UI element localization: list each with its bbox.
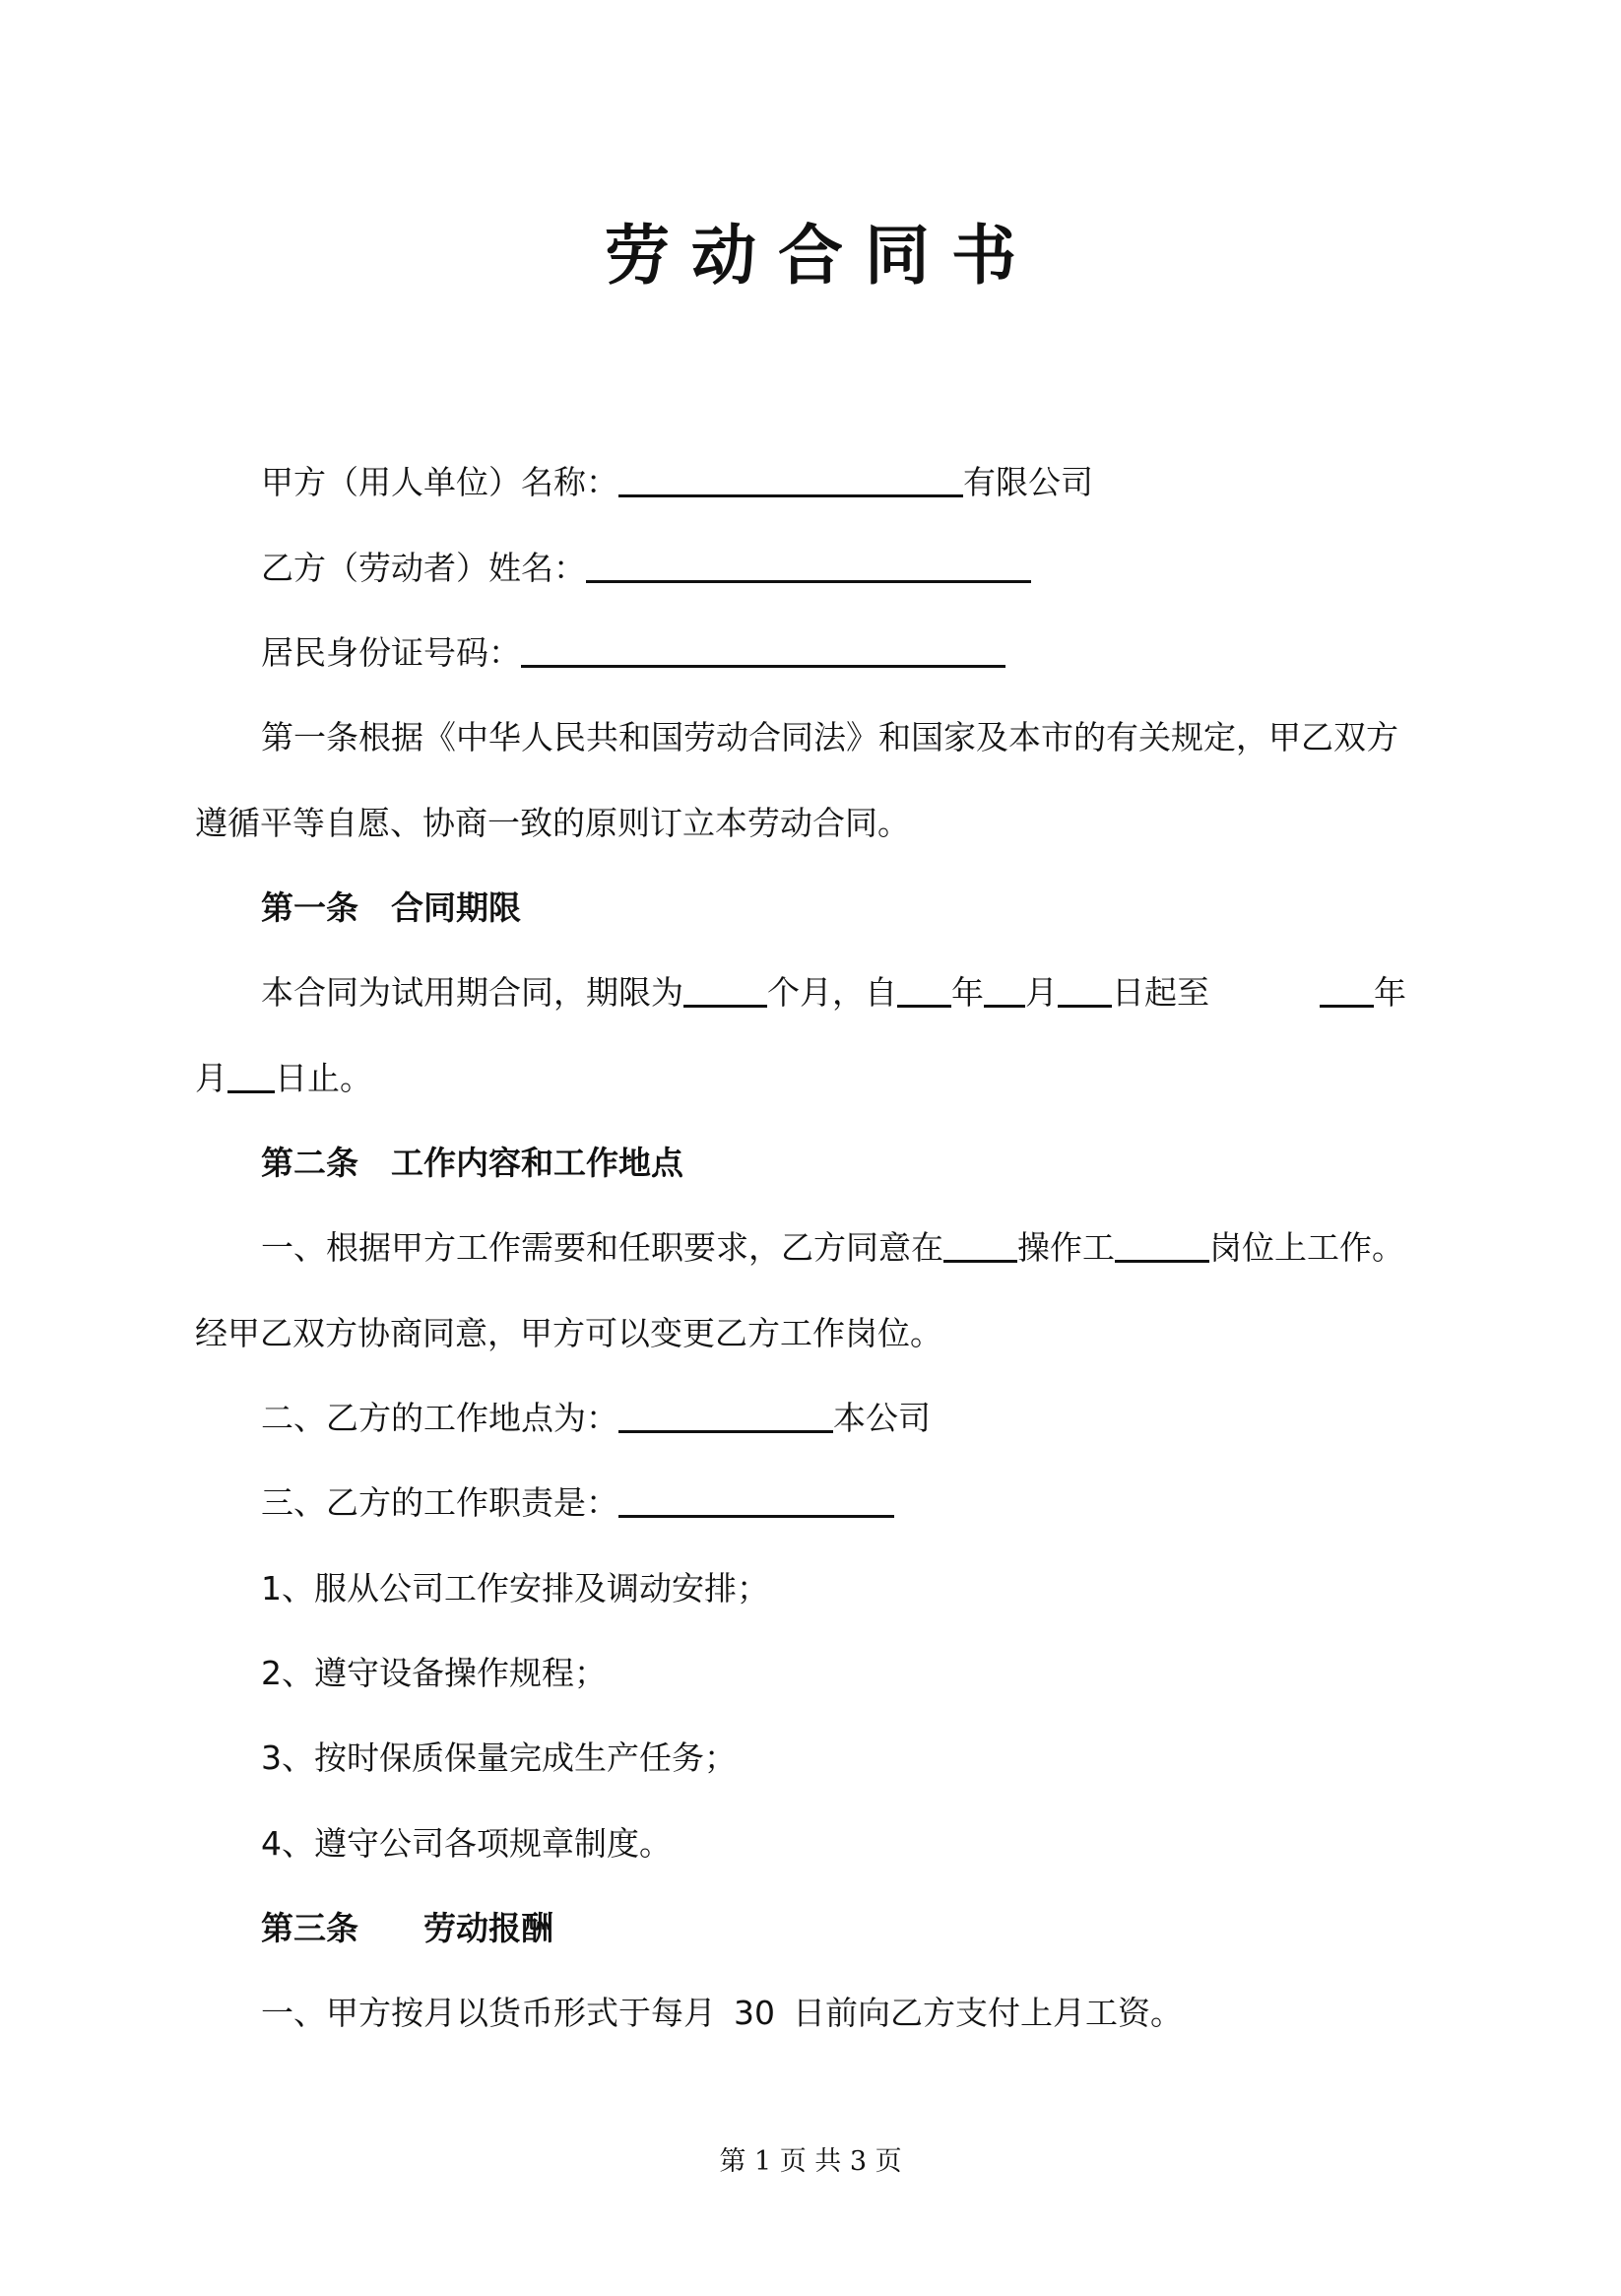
- party-b-label: 乙方（劳动者）姓名：: [261, 549, 586, 587]
- id-number-label: 居民身份证号码：: [261, 633, 521, 672]
- party-a-name-blank[interactable]: [618, 461, 963, 497]
- start-month-blank[interactable]: [984, 971, 1025, 1008]
- article-1-term-line-2: [195, 1055, 372, 1102]
- party-a-suffix: 有限公司: [963, 463, 1093, 501]
- term-text-4: 月: [1025, 973, 1058, 1012]
- preamble-line-1: 第一条根据《中华人民共和国劳动合同法》和国家及本市的有关规定，甲乙双方: [261, 718, 1398, 756]
- start-year-blank[interactable]: [897, 971, 951, 1008]
- duty-item: 3、按时保质保量完成生产任务；: [261, 1738, 737, 1777]
- duty-item: 2、遵守设备操作规程；: [261, 1654, 607, 1692]
- article-2-heading: 第二条 工作内容和工作地点: [261, 1144, 683, 1182]
- term-text-2: 个月，自: [767, 973, 897, 1012]
- position-text-3: 岗位上工作。: [1209, 1228, 1404, 1267]
- page-footer: 第 1 页 共 3 页: [719, 2146, 902, 2177]
- position-text-1: 一、根据甲方工作需要和任职要求，乙方同意在: [261, 1228, 943, 1267]
- term-text-7: 月: [195, 1059, 227, 1097]
- term-text-5: 日起至: [1112, 973, 1209, 1012]
- start-day-blank[interactable]: [1058, 971, 1112, 1008]
- term-text-3: 年: [951, 973, 984, 1012]
- duty-item: 4、遵守公司各项规章制度。: [261, 1824, 672, 1863]
- end-year-blank[interactable]: [1320, 971, 1374, 1008]
- term-text-6: 年: [1374, 973, 1406, 1012]
- document-title: 劳动合同书: [605, 218, 1038, 294]
- party-a-label: 甲方（用人单位）名称：: [261, 463, 618, 501]
- term-months-blank[interactable]: [683, 971, 767, 1008]
- article-3-heading: 第三条 劳动报酬: [261, 1909, 553, 1947]
- work-location-blank[interactable]: [618, 1397, 833, 1433]
- article-2-item-1-line-2: 经甲乙双方协商同意，甲方可以变更乙方工作岗位。: [195, 1314, 942, 1352]
- position-text-2: 操作工: [1017, 1228, 1115, 1267]
- duties-blank[interactable]: [618, 1481, 894, 1518]
- duties-label: 三、乙方的工作职责是：: [261, 1483, 618, 1522]
- article-2-item-3: [261, 1479, 894, 1527]
- salary-day: 30: [734, 1994, 775, 2032]
- work-location-suffix: 本公司: [833, 1399, 931, 1437]
- preamble-line-2: 遵循平等自愿、协商一致的原则订立本劳动合同。: [195, 804, 910, 842]
- party-b-name-blank[interactable]: [586, 547, 1031, 583]
- article-2-item-2: [261, 1395, 931, 1442]
- id-number-blank[interactable]: [521, 631, 1005, 668]
- article-2-item-1: [261, 1224, 1404, 1272]
- work-location-label: 二、乙方的工作地点为：: [261, 1399, 618, 1437]
- id-number-line: [261, 629, 1005, 677]
- article-3-item-1: [261, 1990, 1183, 2037]
- salary-text-1: 一、甲方按月以货币形式于每月: [261, 1994, 716, 2032]
- position-prefix-blank[interactable]: [943, 1226, 1017, 1263]
- salary-text-2: 日前向乙方支付上月工资。: [793, 1994, 1183, 2032]
- term-text-8: 日止。: [275, 1059, 372, 1097]
- party-a-line: [261, 459, 1093, 506]
- term-text-1: 本合同为试用期合同，期限为: [261, 973, 683, 1012]
- duty-item: 1、服从公司工作安排及调动安排；: [261, 1569, 769, 1607]
- article-1-heading: 第一条 合同期限: [261, 888, 521, 927]
- position-suffix-blank[interactable]: [1115, 1226, 1209, 1263]
- article-1-term-line: [261, 969, 1406, 1017]
- party-b-line: [261, 545, 1031, 592]
- end-day-blank[interactable]: [227, 1057, 275, 1093]
